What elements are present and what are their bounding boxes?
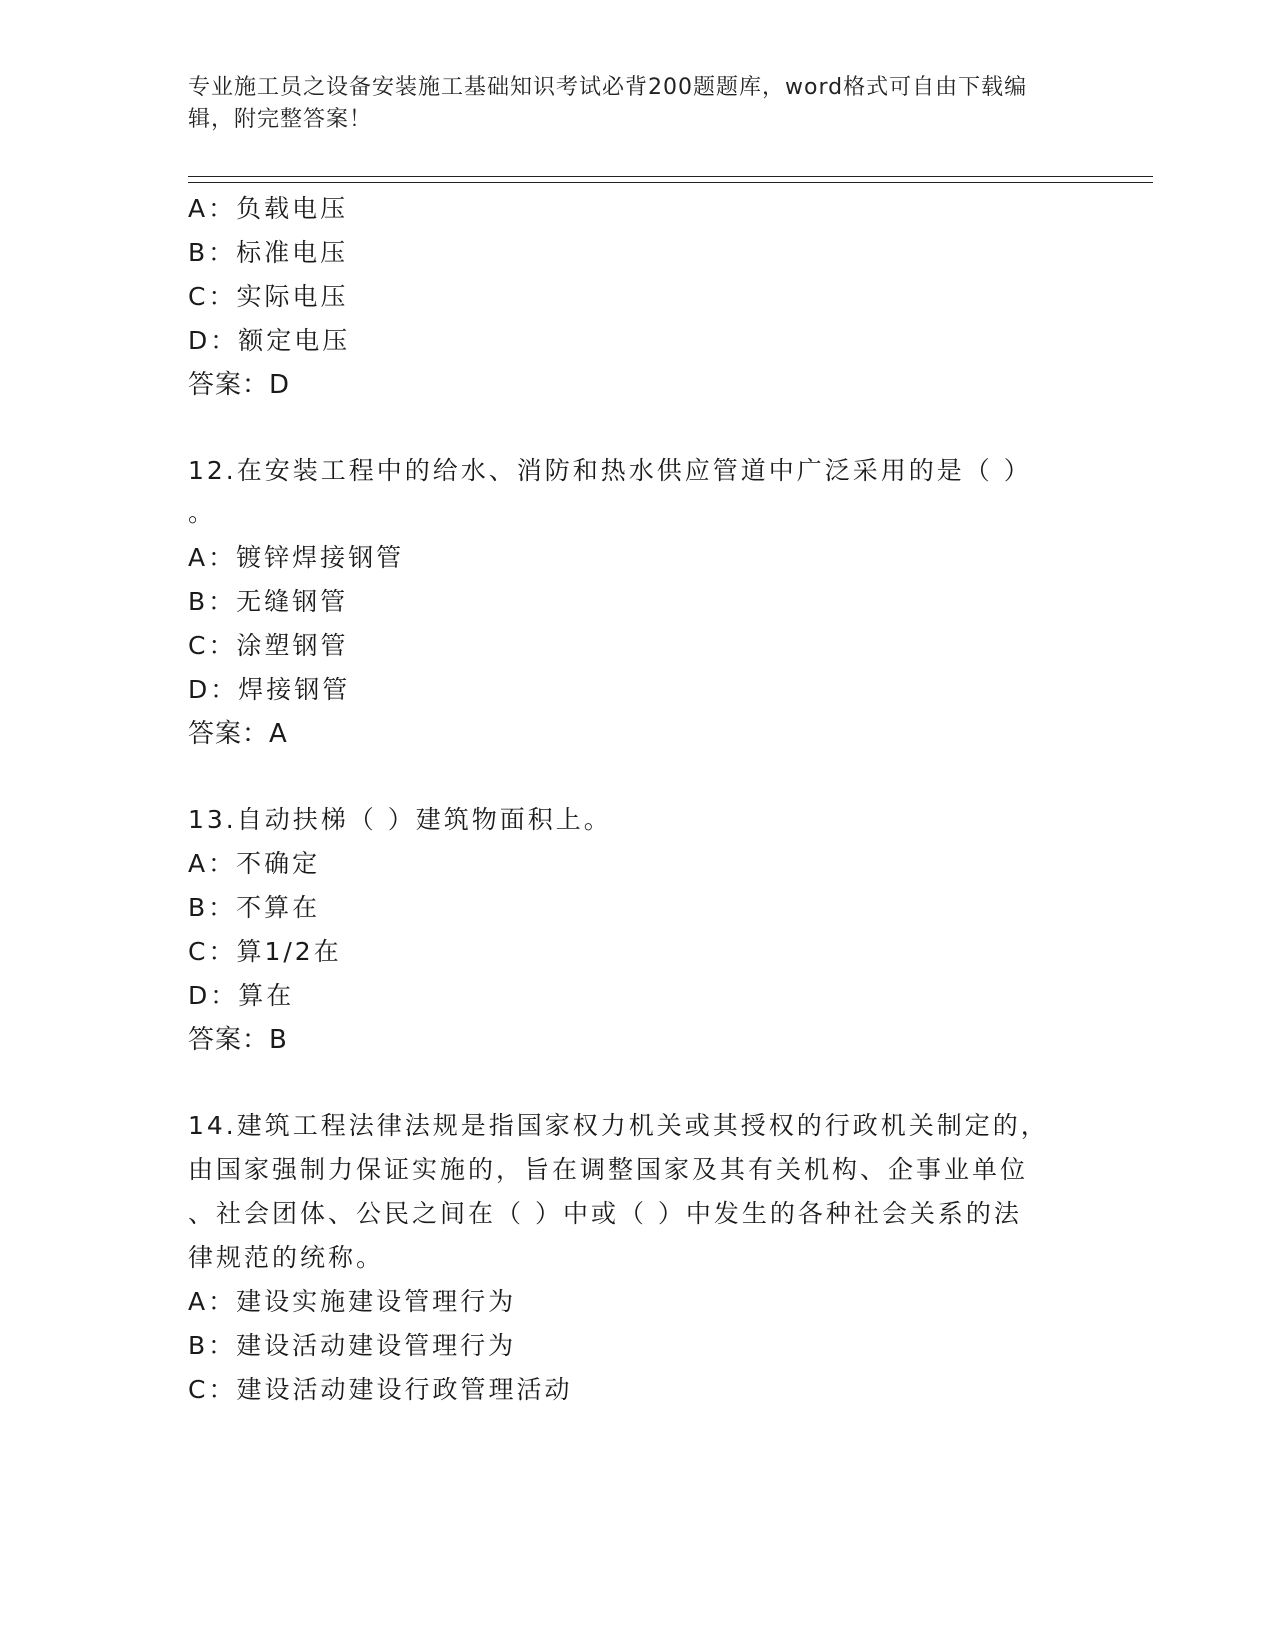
q13-option-b: B：不算在: [188, 893, 321, 922]
q11-option-d: D：额定电压: [188, 326, 351, 355]
q11-option-a: A：负载电压: [188, 194, 349, 223]
q14-option-b: B：建设活动建设管理行为: [188, 1331, 517, 1360]
header-divider-bottom: [188, 182, 1153, 183]
q11-option-c: C：实际电压: [188, 282, 349, 311]
q14-stem-line-4: 律规范的统称。: [188, 1243, 385, 1272]
q12-option-c: C：涂塑钢管: [188, 631, 349, 660]
q14-stem-line-3: 、社会团体、公民之间在（ ）中或（ ）中发生的各种社会关系的法: [188, 1199, 1022, 1228]
q12-stem-continued: 。: [188, 498, 217, 527]
q14-option-a: A：建设实施建设管理行为: [188, 1287, 517, 1316]
q12-option-a: A：镀锌焊接钢管: [188, 543, 405, 572]
q13-answer: 答案：B: [188, 1025, 288, 1055]
q12-option-b: B：无缝钢管: [188, 587, 349, 616]
q13-option-d: D：算在: [188, 981, 295, 1010]
q13-option-c: C：算1/2在: [188, 937, 342, 966]
document-header: 专业施工员之设备安装施工基础知识考试必背200题题库，word格式可自由下载编辑，附完整答案！: [188, 75, 1028, 132]
q12-option-d: D：焊接钢管: [188, 675, 351, 704]
q12-answer: 答案：A: [188, 719, 288, 749]
q11-answer: 答案：D: [188, 370, 291, 400]
q12-stem: 12.在安装工程中的给水、消防和热水供应管道中广泛采用的是（ ）: [188, 456, 1032, 485]
q14-stem-line-1: 14.建筑工程法律法规是指国家权力机关或其授权的行政机关制定的，: [188, 1111, 1049, 1140]
q13-option-a: A：不确定: [188, 849, 321, 878]
header-divider-top: [188, 176, 1153, 177]
q11-option-b: B：标准电压: [188, 238, 349, 267]
q14-stem-line-2: 由国家强制力保证实施的，旨在调整国家及其有关机构、企事业单位: [188, 1155, 1029, 1184]
q13-stem: 13.自动扶梯（ ）建筑物面积上。: [188, 805, 612, 834]
q14-option-c: C：建设活动建设行政管理活动: [188, 1375, 573, 1404]
